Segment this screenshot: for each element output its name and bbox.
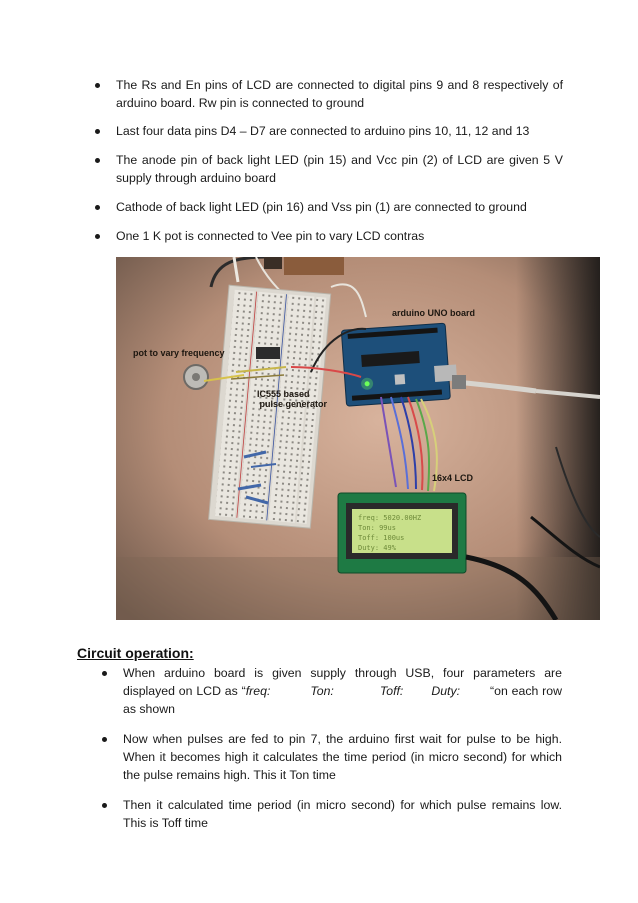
list-item	[95, 122, 563, 140]
requirements-list	[95, 76, 563, 256]
list-item-text: When arduino board is given supply through USB, four parameters are displayed on LCD as “	[123, 666, 562, 698]
circuit-photo-illustration	[116, 257, 600, 620]
label-pot: pot to vary frequency	[133, 348, 225, 358]
bullet-icon	[95, 83, 100, 88]
circuit-photo	[116, 257, 600, 620]
label-ic555: IC555 based pulse generator	[257, 389, 328, 409]
list-item	[95, 198, 563, 216]
section-heading: Circuit operation:	[77, 645, 194, 661]
list-item-text: Last four data pins D4 – D7 are connected to arduino pins 10, 11, 12 and 13	[116, 124, 530, 138]
list-item	[102, 796, 562, 832]
list-item	[95, 227, 563, 245]
lcd-row-1: freq: 5020.00HZ	[358, 514, 422, 522]
list-item	[102, 730, 562, 784]
list-item	[95, 76, 563, 112]
operation-list	[102, 664, 562, 844]
list-item-text: Cathode of back light LED (pin 16) and Vss pin (1) are connected to ground	[116, 200, 527, 214]
list-item-text: Now when pulses are fed to pin 7, the arduino first wait for pulse to be high. When it becomes high it calculates the time period (in micro second) for which the pulse remains high. This it Ton time	[123, 732, 562, 782]
list-item-text: The Rs and En pins of LCD are connected to digital pins 9 and 8 respectively of arduino board. Rw pin is connected to ground	[116, 78, 563, 110]
bullet-icon	[102, 671, 107, 676]
bullet-icon	[102, 737, 107, 742]
param-toff: Toff:	[379, 684, 404, 698]
list-item	[102, 664, 562, 718]
list-item-text: Then it calculated time period (in micro second) for which pulse remains low. This is Toff time	[123, 798, 562, 830]
param-ton: Ton:	[310, 684, 334, 698]
lcd-row-4: Duty: 49%	[358, 544, 396, 552]
bullet-icon	[95, 129, 100, 134]
list-item	[95, 151, 563, 187]
bullet-icon	[95, 234, 100, 239]
lcd-module	[338, 493, 466, 573]
bullet-icon	[95, 158, 100, 163]
arduino-board	[341, 323, 458, 407]
lcd-row-2: Ton: 99us	[358, 524, 396, 532]
param-duty: Duty:	[431, 684, 461, 698]
label-arduino-uno: arduino UNO board	[392, 308, 475, 318]
lcd-row-3: Toff: 100us	[358, 534, 405, 542]
label-lcd: 16x4 LCD	[432, 473, 474, 483]
bullet-icon	[102, 803, 107, 808]
bullet-icon	[95, 205, 100, 210]
list-item-text-end: “on each row as shown	[123, 684, 562, 716]
list-item-text: The anode pin of back light LED (pin 15) and Vcc pin (2) of LCD are given 5 V supply through arduino board	[116, 153, 563, 185]
list-item-text: One 1 K pot is connected to Vee pin to vary LCD contras	[116, 229, 425, 243]
param-freq: freq:	[245, 684, 271, 698]
